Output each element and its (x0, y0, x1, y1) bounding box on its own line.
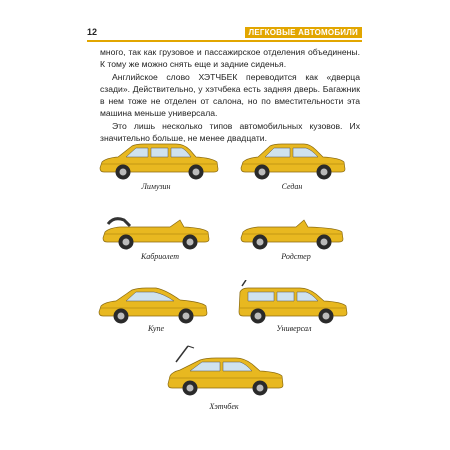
wagon-illustration (236, 280, 354, 327)
paragraph-3: Это лишь несколько типов автомобильных кузовов. Их значительно больше, не менее двадцати. (100, 120, 360, 144)
caption-coupe: Купе (147, 324, 165, 333)
limousine-illustration (96, 138, 221, 183)
caption-wagon: Универсал (276, 324, 312, 333)
coupe-illustration (96, 282, 216, 327)
paragraph-1: много, так как грузовое и пассажирское отделения объединены. К тому же можно снять еще и задние сиденья. (100, 47, 360, 70)
sedan-illustration (238, 138, 348, 183)
hatchback-illustration (160, 340, 292, 400)
caption-hatchback: Хэтчбек (209, 402, 239, 411)
paragraph-2: Английское слово ХЭТЧБЕК переводится как «дверца сзади». Действительно, у хэтчбека есть задняя дверь. Багажник в нем тоже не отделен от салона, но по вместительности эта машина меньше универсала. (100, 71, 360, 119)
caption-cabriolet: Кабриолет (140, 252, 180, 261)
body-text (100, 46, 360, 144)
page-number: 12 (87, 27, 98, 37)
roadster-illustration (238, 214, 348, 252)
caption-limousine: Лимузин (141, 182, 171, 191)
caption-roadster: Родстер (281, 252, 311, 261)
chapter-title: ЛЕГКОВЫЕ АВТОМОБИЛИ (245, 27, 362, 38)
caption-sedan: Седан (281, 182, 303, 191)
page-header (87, 27, 362, 42)
cabriolet-illustration (100, 212, 225, 252)
